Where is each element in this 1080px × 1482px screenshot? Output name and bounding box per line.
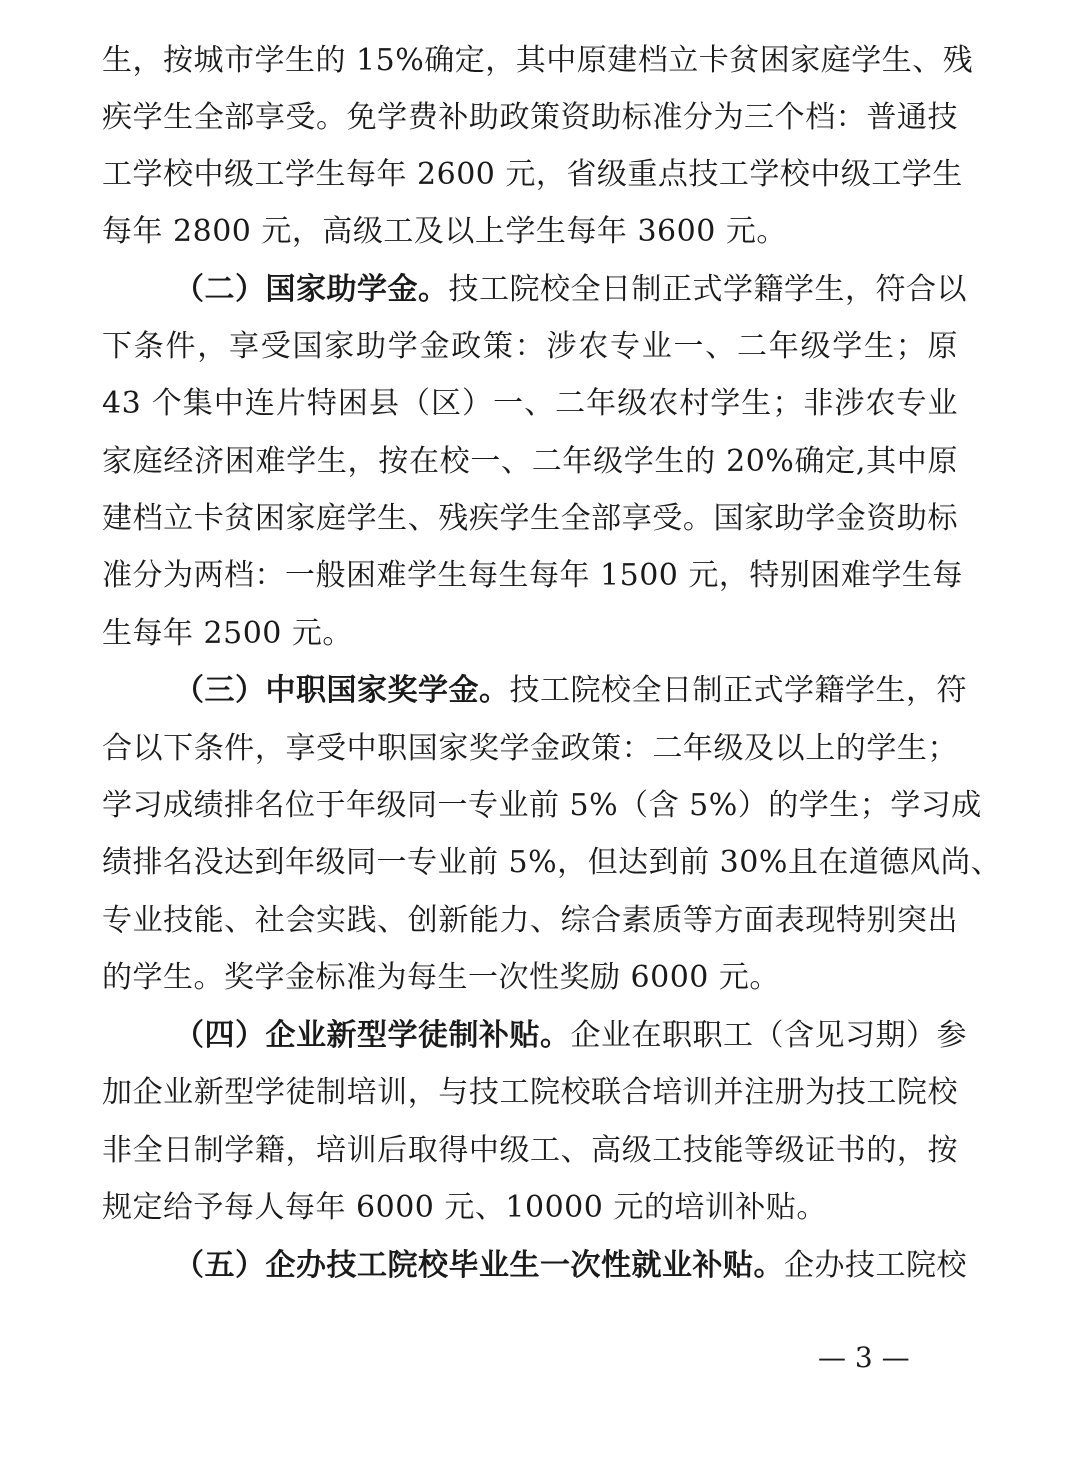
section-first-line bbox=[174, 271, 967, 309]
paragraph-line: 下条件，享受国家助学金政策：涉农专业一、二年级学生；原 bbox=[102, 329, 958, 364]
paragraph-line: 疾学生全部享受。免学费补助政策资助标准分为三个档：普通技 bbox=[102, 100, 958, 135]
page-number: — 3 — bbox=[818, 1341, 910, 1374]
paragraph-line: 生，按城市学生的 15%确定，其中原建档立卡贫困家庭学生、残 bbox=[102, 43, 974, 78]
paragraph-line: 绩排名没达到年级同一专业前 5%，但达到前 30%且在道德风尚、 bbox=[102, 845, 1002, 880]
section-heading: （五）企办技工院校毕业生一次性就业补贴。 bbox=[174, 1248, 784, 1283]
paragraph-line: 家庭经济困难学生，按在校一、二年级学生的 20%确定,其中原 bbox=[102, 444, 958, 479]
section-text: 企办技工院校 bbox=[784, 1248, 967, 1283]
section-heading: （二）国家助学金。 bbox=[174, 272, 449, 307]
paragraph-line: 准分为两档：一般困难学生每生每年 1500 元，特别困难学生每 bbox=[102, 558, 963, 593]
paragraph-line: 学习成绩排名位于年级同一专业前 5%（含 5%）的学生；学习成 bbox=[102, 788, 982, 823]
paragraph-line: 的学生。奖学金标准为每生一次性奖励 6000 元。 bbox=[102, 960, 780, 995]
section-heading: （三）中职国家奖学金。 bbox=[174, 673, 510, 708]
paragraph-line: 专业技能、社会实践、创新能力、综合素质等方面表现特别突出 bbox=[102, 903, 958, 938]
section-text: 技工院校全日制正式学籍学生，符合以 bbox=[448, 272, 967, 307]
section-text: 技工院校全日制正式学籍学生，符 bbox=[509, 673, 967, 708]
section-first-line bbox=[174, 672, 967, 710]
paragraph-line: 43 个集中连片特困县（区）一、二年级农村学生；非涉农专业 bbox=[102, 386, 958, 421]
paragraph-line: 工学校中级工学生每年 2600 元，省级重点技工学校中级工学生 bbox=[102, 157, 963, 192]
paragraph-line: 非全日制学籍，培训后取得中级工、高级工技能等级证书的，按 bbox=[102, 1133, 958, 1168]
paragraph-line: 每年 2800 元，高级工及以上学生每年 3600 元。 bbox=[102, 214, 787, 249]
paragraph-line: 生每年 2500 元。 bbox=[102, 616, 353, 651]
section-first-line bbox=[174, 1247, 967, 1285]
paragraph-line: 规定给予每人每年 6000 元、10000 元的培训补贴。 bbox=[102, 1190, 827, 1225]
paragraph-line: 加企业新型学徒制培训，与技工院校联合培训并注册为技工院校 bbox=[102, 1075, 958, 1110]
section-text: 企业在职职工（含见习期）参 bbox=[570, 1018, 967, 1053]
paragraph-line: 建档立卡贫困家庭学生、残疾学生全部享受。国家助学金资助标 bbox=[102, 501, 958, 536]
section-first-line bbox=[174, 1017, 967, 1055]
section-heading: （四）企业新型学徒制补贴。 bbox=[174, 1018, 571, 1053]
paragraph-line: 合以下条件，享受中职国家奖学金政策：二年级及以上的学生； bbox=[102, 731, 958, 766]
